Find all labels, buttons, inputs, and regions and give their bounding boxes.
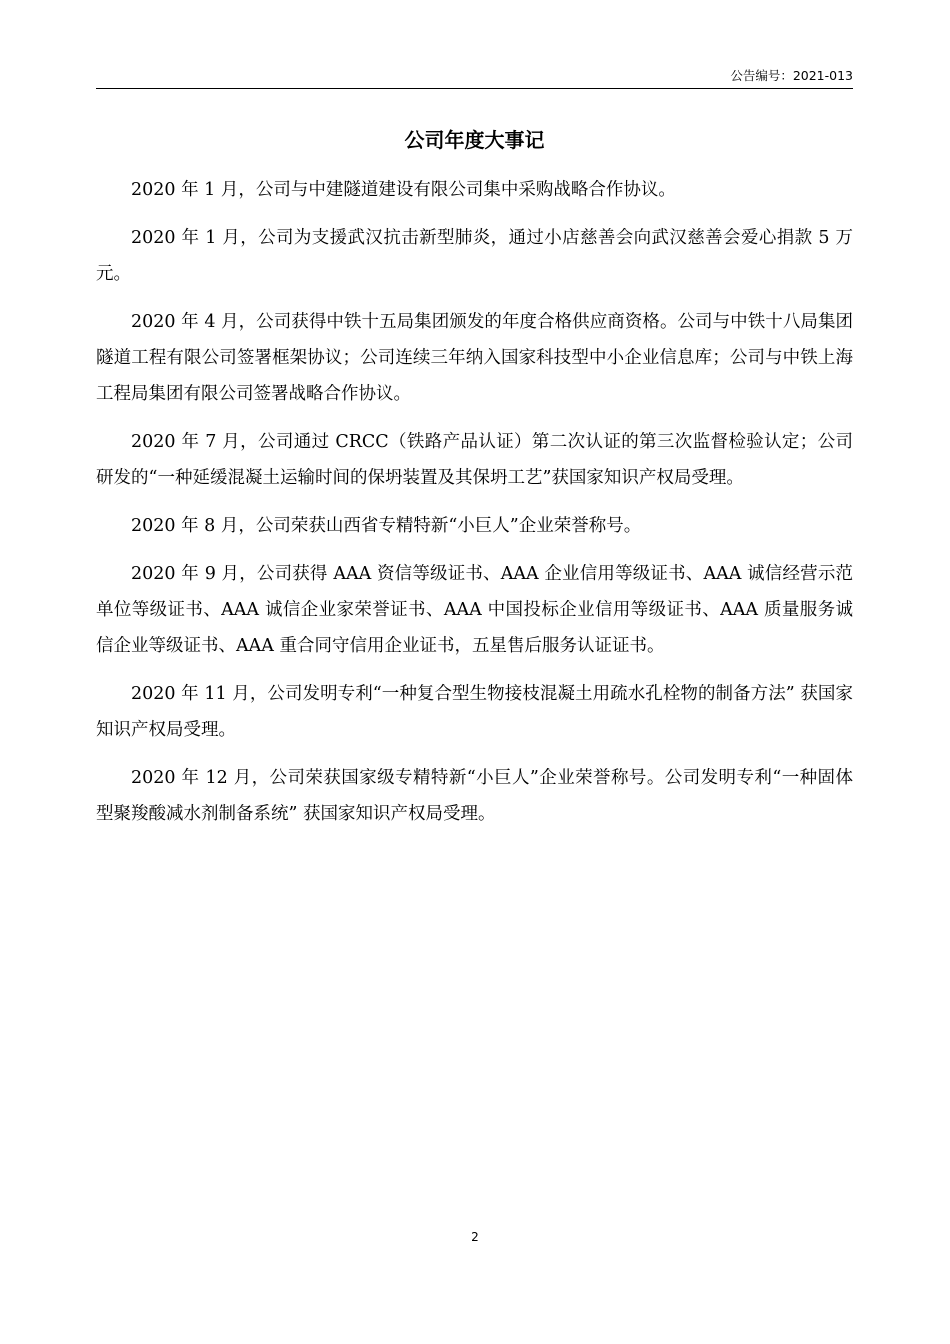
page-number: 2 <box>471 1230 479 1244</box>
document-title: 公司年度大事记 <box>404 128 545 152</box>
document-body <box>96 172 853 844</box>
page-header <box>96 66 853 89</box>
event-paragraph: 2020 年 12 月，公司荣获国家级专精特新“小巨人”企业荣誉称号。公司发明专利“一种固体型聚羧酸减水剂制备系统” 获国家知识产权局受理。 <box>96 768 853 824</box>
event-paragraph: 2020 年 11 月，公司发明专利“一种复合型生物接枝混凝土用疏水孔栓物的制备方法” 获国家知识产权局受理。 <box>96 684 853 740</box>
event-paragraph: 2020 年 9 月，公司获得 AAA 资信等级证书、AAA 企业信用等级证书、AAA 诚信经营示范单位等级证书、AAA 诚信企业家荣誉证书、AAA 中国投标企业信用等级证书、AAA 质量服务诚信企业等级证书、AAA 重合同守信用企业证书，五星售后服务认证证书。 <box>96 564 853 656</box>
announcement-number: 公告编号：2021-013 <box>730 68 853 83</box>
event-paragraph: 2020 年 1 月，公司与中建隧道建设有限公司集中采购战略合作协议。 <box>131 180 676 200</box>
event-paragraph: 2020 年 4 月，公司获得中铁十五局集团颁发的年度合格供应商资格。公司与中铁十八局集团隧道工程有限公司签署框架协议；公司连续三年纳入国家科技型中小企业信息库；公司与中铁上海工程局集团有限公司签署战略合作协议。 <box>96 312 853 404</box>
event-paragraph: 2020 年 7 月，公司通过 CRCC（铁路产品认证）第二次认证的第三次监督检验认定；公司研发的“一种延缓混凝土运输时间的保坍装置及其保坍工艺”获国家知识产权局受理。 <box>96 432 853 488</box>
event-paragraph: 2020 年 8 月，公司荣获山西省专精特新“小巨人”企业荣誉称号。 <box>131 516 642 536</box>
event-paragraph: 2020 年 1 月，公司为支援武汉抗击新型肺炎，通过小店慈善会向武汉慈善会爱心捐款 5 万元。 <box>96 228 853 284</box>
